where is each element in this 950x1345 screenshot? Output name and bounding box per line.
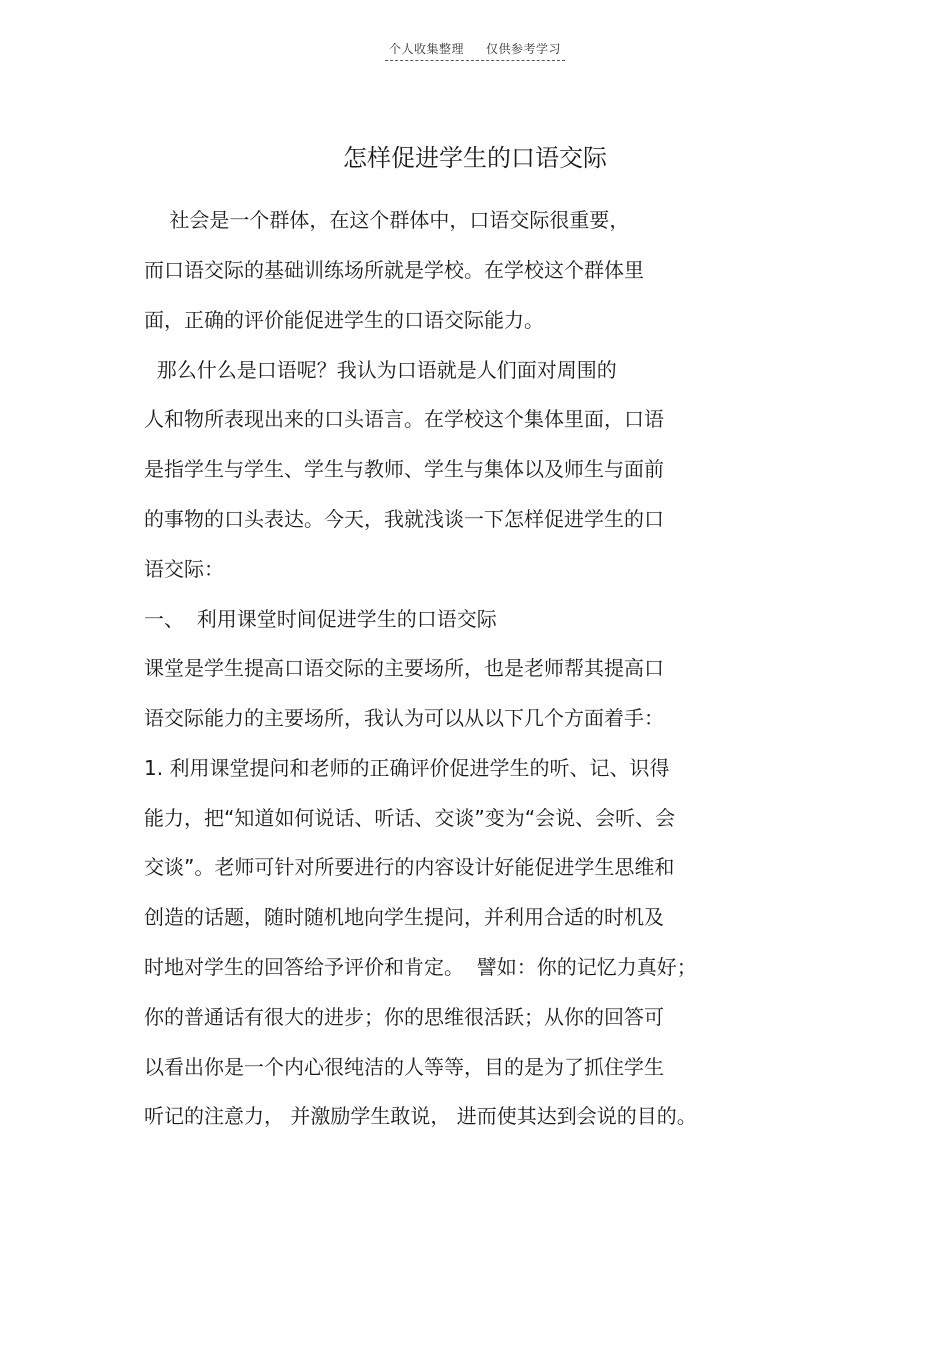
body-line: 社会是一个群体，在这个群体中，口语交际很重要， (144, 208, 630, 232)
body-line: 创造的话题，随时随机地向学生提问，并利用合适的时机及 (144, 905, 664, 929)
body-line: 的事物的口头表达。今天，我就浅谈一下怎样促进学生的口 (144, 507, 664, 531)
page-header-rule (385, 40, 565, 61)
body-line: 以看出你是一个内心很纯洁的人等等，目的是为了抓住学生 (144, 1055, 664, 1079)
body-line: 是指学生与学生、学生与教师、学生与集体以及师生与面前 (144, 457, 664, 481)
body-line: 你的普通话有很大的进步；你的思维很活跃；从你的回答可 (144, 1005, 664, 1029)
body-line: 人和物所表现出来的口头语言。在学校这个集体里面，口语 (144, 407, 664, 431)
header-left-text: 个人收集整理 (388, 42, 464, 56)
body-line: 那么什么是口语呢？我认为口语就是人们面对周围的 (144, 358, 617, 382)
section-heading: 一、 利用课堂时间促进学生的口语交际 (144, 607, 497, 631)
body-line: 语交际能力的主要场所，我认为可以从以下几个方面着手： (144, 706, 664, 730)
body-line: 交谈”。老师可针对所要进行的内容设计好能促进学生思维和 (144, 855, 675, 879)
page-header (0, 38, 950, 61)
document-title: 怎样促进学生的口语交际 (343, 144, 607, 172)
body-line: 1. 利用课堂提问和老师的正确评价促进学生的听、记、识得 (144, 756, 670, 780)
body-line: 课堂是学生提高口语交际的主要场所，也是老师帮其提高口 (144, 656, 664, 680)
header-right-text: 仅供参考学习 (486, 42, 562, 56)
body-line: 听记的注意力， 并激励学生敢说， 进而使其达到会说的目的。 (144, 1104, 697, 1128)
body-line: 时地对学生的回答给予评价和肯定。 譬如：你的记忆力真好； (144, 955, 697, 979)
body-line: 能力，把“知道如何说话、听话、交谈”变为“会说、会听、会 (144, 806, 676, 830)
body-line: 面，正确的评价能促进学生的口语交际能力。 (144, 308, 544, 332)
body-line: 语交际： (144, 557, 224, 581)
body-line: 而口语交际的基础训练场所就是学校。在学校这个群体里 (144, 258, 644, 282)
